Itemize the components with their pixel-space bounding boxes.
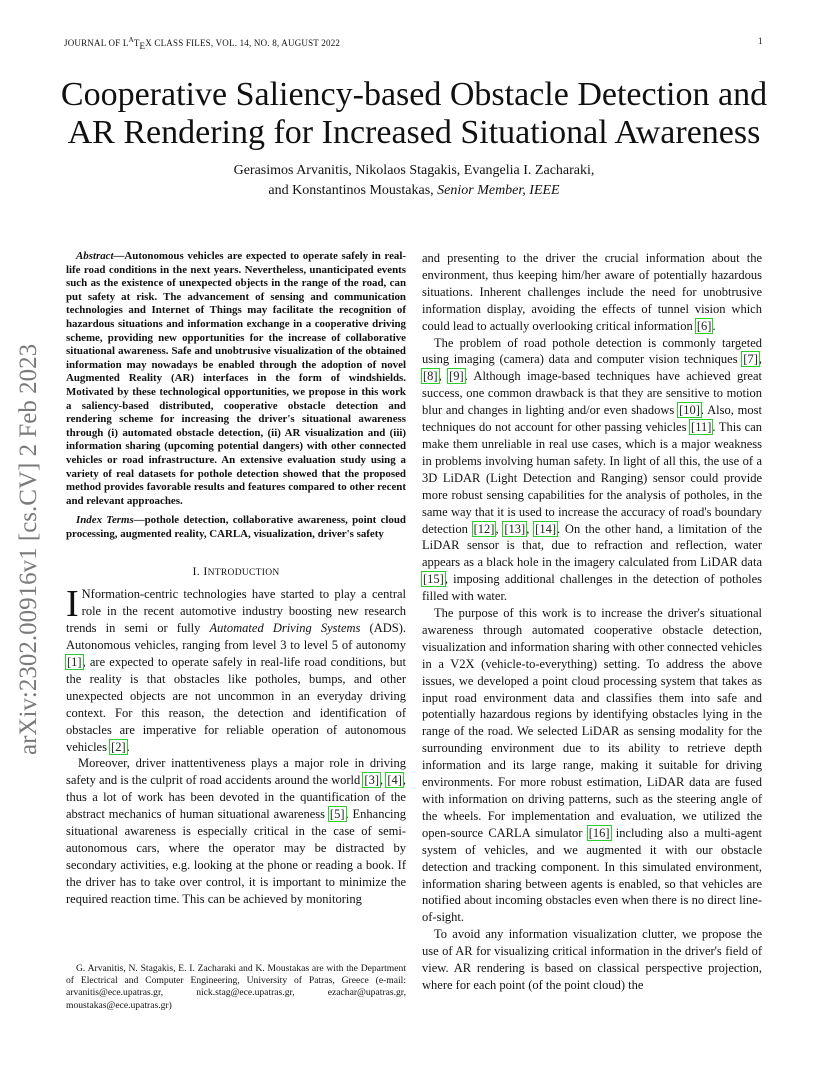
citation-link[interactable]: [8] [423, 369, 438, 384]
abstract-text: —Autonomous vehicles are expected to operate safely in real-life road conditions in the next years. Nevertheless, unanticipated events such as the existence of unexpected objects in the range of the road, can put safety at risk. The advancement of sensing and communication technologies and Internet of Things may facilitate the recognition of hazardous situations and information exchange in a cooperative driving scheme, providing new opportunities for the increase of collaborative situational awareness. Safe and unobtrusive visualization of the obtained information may nowadays be enabled through the adoption of novel Augmented Reality (AR) interfaces in the form of windshields. Motivated by these technological opportunities, we propose in this work a saliency-based distributed, cooperative obstacle detection and rendering scheme for increasing the driver's situational awareness through (i) automated obstacle detection, (ii) AR visualization and (iii) information sharing (upcoming potential dangers) with other connected vehicles or road infrastructure. An extensive evaluation study using a variety of real datasets for pothole detection showed that the proposed method provides favorable results and features compared to other recent and relevant approaches. [66, 250, 406, 507]
right-paragraph-4: To avoid any information visualization clutter, we propose the use of AR for visualizing critical information in the driver's field of view. AR rendering is based on classical perspective projection, where for each point (of the point cloud) the [422, 927, 762, 992]
right-paragraph-2: The problem of road pothole detection is commonly targeted using imaging (camera) data and computer vision techniques [7], [8], [9]. Although image-based techniques have achieved great success, one common drawback is that they are sensitive to motion blur and changes in lighting and/or even shadows [10]. Also, most techniques do not account for other passing vehicles [11]. This can make them unreliable in real use cases, which is a major weakness in problems involving human safety. In light of all this, the use of a 3D LiDAR (Light Detection and Ranging) sensor could provide more robust sensing capabilities for the analysis of potholes, in the same way that it is used to increase the accuracy of road's boundary detection [12], [13], [14]. On the other hand, a limitation of the LiDAR sensor is that, due to refraction and reflection, water appears as a black hole in the imagery calculated from LiDAR data [15], imposing additional challenges in the detection of potholes filled with water. [422, 335, 763, 604]
author-line-1: Gerasimos Arvanitis, Nikolaos Stagakis, Evangelia I. Zacharaki, [233, 163, 595, 178]
index-terms-label: Index Terms [76, 514, 134, 527]
intro-paragraph-1: I Nformation-centric technologies have started to play a central role in the recent automotive industry boosting new research trends in semi or fully Automated Driving Systems (ADS). Autonomous vehicles, ranging from level 3 to level 5 of autonomy [1], are expected to operate safely in real-life road conditions, but the reality is that obstacles like potholes, bumps, and other unexpected objects are not uncommon in an everyday driving context. For this reason, the detection and identification of obstacles are imperative for reliable operation of autonomous vehicles [2]. [66, 583, 406, 754]
citation-link[interactable]: [3] [364, 773, 379, 788]
citation-link[interactable]: [4] [387, 773, 402, 788]
citation-link[interactable]: [12] [473, 521, 495, 536]
abstract-label: Abstract [76, 250, 114, 262]
running-head: JOURNAL OF $L^AT_EX$ CLASS FILES, VOL. 14, NO. 8, AUGUST 2022 [64, 36, 341, 51]
citation-link[interactable]: [15] [423, 572, 444, 587]
right-paragraph-1: and presenting to the driver the crucial information about the environment, thus keeping him/her aware of potentially hazardous situations. Inherent challenges include the need for unobtrusive information display, avoiding the effects of tunnel vision which could lead to actually overlooking critical information [6]. [422, 251, 762, 333]
index-terms [66, 514, 406, 541]
intro-paragraph-2: Moreover, driver inattentiveness plays a major role in driving safety and is the culprit of road accidents around the world [3], [4], thus a lot of work has been devoted in the quantification of the abstract mechanics of human situational awareness [5]. Enhancing situational awareness is especially critical in the case of semi-autonomous cars, where the operator may be distracted by secondary activities, e.g. looking at the phone or reading a book. If the driver has to take over control, it is important to minimize the required reaction time. This can be achieved by monitoring [66, 756, 407, 906]
paper-title: Cooperative Saliency-based Obstacle Detection and AR Rendering for Increased Situational Awareness [60, 76, 768, 151]
right-paragraph-3: The purpose of this work is to increase the driver's situational awareness through automated cooperative obstacle detection, visualization and information sharing with other connected vehicles in a V2X (vehicle-to-everything) setting. To address the above issues, we developed a point cloud processing system that takes as input road environment data and classifies them into safe and potentially hazardous regions by identifying obstacles lying in the range of the road. We selected LiDAR as sensing modality for the surrounding environment due to its ability to retrieve depth information and its large range, making it suitable for driving environments. For more robust estimation, LiDAR data are fused with information on driving patterns, such as the steering angle of the wheels. For implementation and evaluation, we utilized the open-source CARLA simulator [16] including also a multi-agent system of vehicles, and we augmented it with our obstacle detection and tracking component. In this simulated environment, information sharing between agents is enabled, so that vehicles are notified about incoming obstacles even when there is no direct line-of-sight. [422, 606, 762, 925]
author-block [40, 161, 788, 201]
citation-link[interactable]: [9] [449, 369, 464, 384]
drop-cap: I [66, 583, 79, 626]
citation-link[interactable]: [6] [696, 318, 712, 333]
citation-link[interactable]: [16] [588, 825, 610, 840]
abstract [66, 250, 406, 508]
author-role: Senior Member, IEEE [437, 183, 560, 198]
citation-link[interactable]: [2] [111, 739, 126, 754]
citation-link[interactable]: [5] [329, 807, 345, 822]
index-terms-text: —pothole detection, collaborative awareness, point cloud processing, augmented reality, CARLA, visualization, driver's safety [66, 514, 406, 540]
author-line-2: and Konstantinos Moustakas, Senior Member, IEEE [268, 183, 560, 198]
arxiv-stamp: arXiv:2302.00916v1 [cs.CV] 2 Feb 2023 [15, 343, 42, 755]
citation-link[interactable]: [14] [535, 521, 556, 536]
citation-link[interactable]: [13] [504, 521, 526, 536]
citation-link[interactable]: [1] [67, 655, 82, 669]
section-heading-introduction: I. INTRODUCTION [192, 564, 280, 579]
citation-link[interactable]: [11] [691, 420, 712, 435]
left-column [66, 250, 406, 908]
author-affiliation-footnote: G. Arvanitis, N. Stagakis, E. I. Zacharaki and K. Moustakas are with the Department of Electrical and Computer Engineering, University of Patras, Greece (e-mail: arvanitis@ece.upatras.gr, nick.stag@ece.upatras.gr, ezachar@upatras.gr, moustakas@ece.upatras.gr) [66, 963, 406, 1011]
citation-link[interactable]: [10] [679, 403, 700, 418]
page-number: 1 [758, 36, 763, 46]
right-column [422, 250, 762, 994]
citation-link[interactable]: [7] [743, 352, 758, 367]
